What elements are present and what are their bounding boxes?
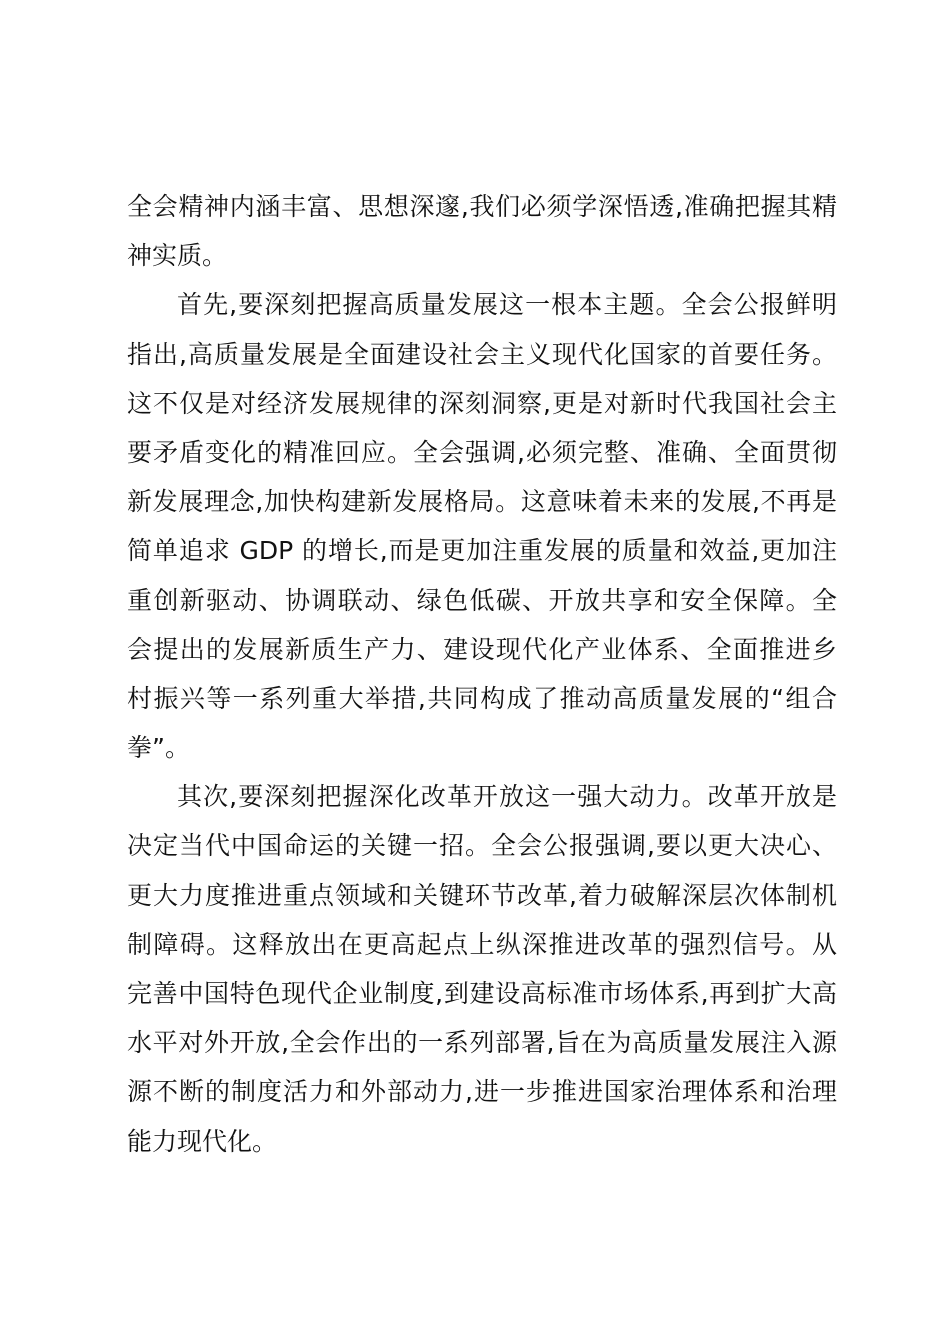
paragraph-1-line-2: 神实质。 bbox=[127, 241, 228, 271]
paragraph-3-line-2: 决定当代中国命运的关键一招。全会公报强调,要以更大决心、 bbox=[127, 831, 837, 861]
paragraph-2-line-4: 要矛盾变化的精准回应。全会强调,必须完整、准确、全面贯彻 bbox=[127, 437, 837, 467]
paragraph-2-line-9: 村振兴等一系列重大举措,共同构成了推动高质量发展的“组合 bbox=[127, 683, 837, 713]
paragraph-3-line-3: 更大力度推进重点领域和关键环节改革,着力破解深层次体制机 bbox=[127, 880, 837, 910]
paragraph-3-line-5: 完善中国特色现代企业制度,到建设高标准市场体系,再到扩大高 bbox=[127, 979, 837, 1008]
paragraph-1-line-1: 全会精神内涵丰富、思想深邃,我们必须学深悟透,准确把握其精 bbox=[127, 192, 837, 221]
paragraph-2-line-2: 指出,高质量发展是全面建设社会主义现代化国家的首要任务。 bbox=[127, 339, 837, 369]
paragraph-3-line-4: 制障碍。这释放出在更高起点上纵深推进改革的强烈信号。从 bbox=[127, 929, 837, 959]
paragraph-2-line-7: 重创新驱动、协调联动、绿色低碳、开放共享和安全保障。全 bbox=[127, 585, 837, 615]
paragraph-3-line-7: 源不断的制度活力和外部动力,进一步推进国家治理体系和治理 bbox=[127, 1077, 837, 1107]
paragraph-2-line-1: 首先,要深刻把握高质量发展这一根本主题。全会公报鲜明 bbox=[177, 290, 837, 320]
paragraph-3-line-6: 水平对外开放,全会作出的一系列部署,旨在为高质量发展注入源 bbox=[127, 1028, 837, 1058]
paragraph-2-line-3: 这不仅是对经济发展规律的深刻洞察,更是对新时代我国社会主 bbox=[127, 388, 837, 418]
body-text bbox=[127, 182, 837, 1166]
paragraph-2-line-10: 拳”。 bbox=[127, 733, 190, 763]
paragraph-2-line-6: 简单追求 GDP 的增长,而是更加注重发展的质量和效益,更加注 bbox=[127, 536, 837, 566]
paragraph-3-line-8: 能力现代化。 bbox=[127, 1126, 278, 1156]
paragraph-2-line-5: 新发展理念,加快构建新发展格局。这意味着未来的发展,不再是 bbox=[127, 487, 837, 517]
paragraph-2-line-8: 会提出的发展新质生产力、建设现代化产业体系、全面推进乡 bbox=[127, 634, 837, 664]
paragraph-3-line-1: 其次,要深刻把握深化改革开放这一强大动力。改革开放是 bbox=[177, 782, 837, 812]
